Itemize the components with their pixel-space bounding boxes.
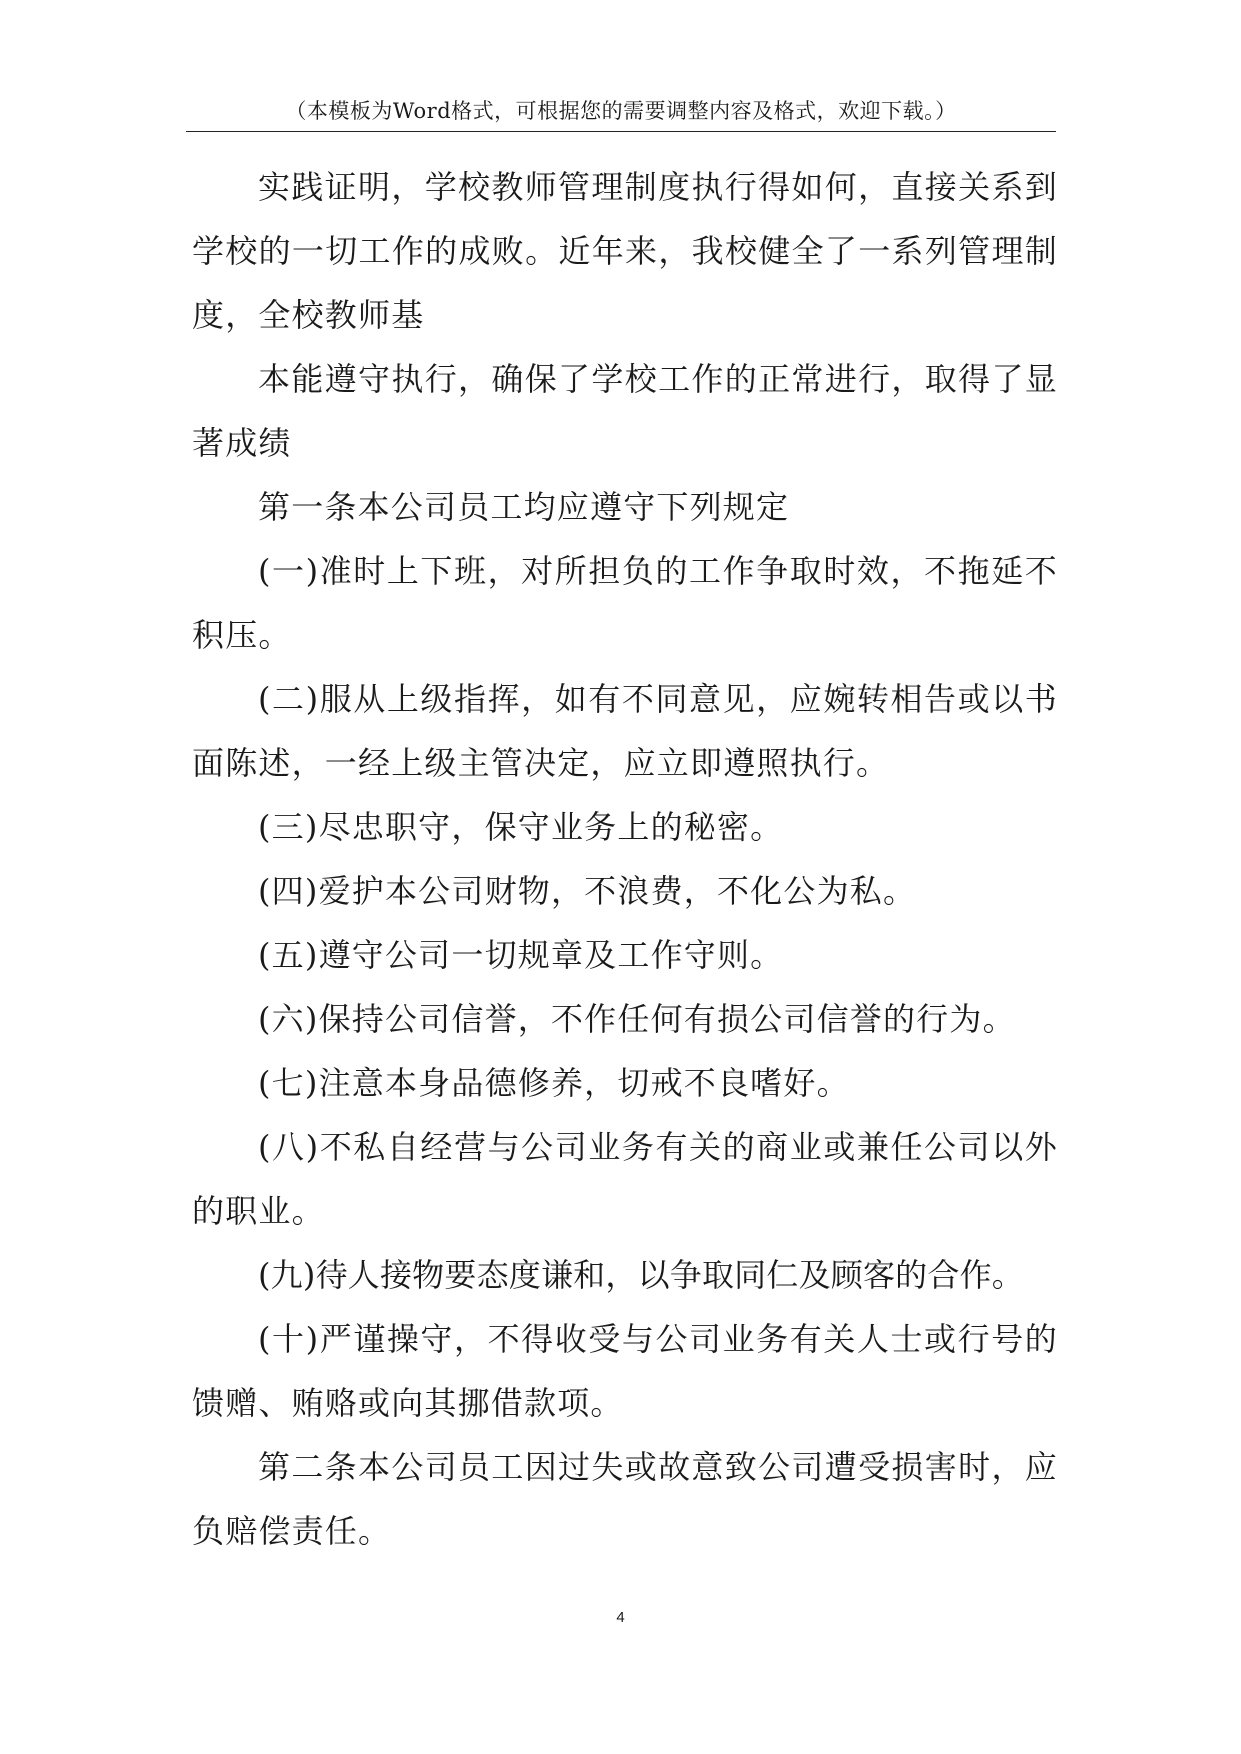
paragraph-intro-2: 本能遵守执行，确保了学校工作的正常进行，取得了显著成绩 [192,360,1058,462]
rule-item-9: (九)待人接物要态度谦和，以争取同仁及顾客的合作。 [258,1256,1024,1294]
paragraph-intro-1: 实践证明，学校教师管理制度执行得如何，直接关系到学校的一切工作的成败。近年来，我校健全了一系列管理制度，全校教师基 [192,168,1058,334]
rule-item-1: (一)准时上下班，对所担负的工作争取时效，不拖延不积压。 [192,552,1058,654]
article-2-text: 第二条本公司员工因过失或故意致公司遭受损害时，应负赔偿责任。 [192,1448,1058,1550]
rule-item-8: (八)不私自经营与公司业务有关的商业或兼任公司以外的职业。 [192,1128,1058,1230]
template-note: （本模板为Word格式，可根据您的需要调整内容及格式，欢迎下载。） [285,99,957,123]
rule-item-7: (七)注意本身品德修养，切戒不良嗜好。 [258,1064,850,1102]
page-number: 4 [616,1609,625,1626]
header-divider [186,131,1056,132]
rule-item-3: (三)尽忠职守，保守业务上的秘密。 [258,808,784,846]
document-body [192,155,1058,1563]
rule-item-4: (四)爱护本公司财物，不浪费，不化公为私。 [258,872,917,910]
rule-item-5: (五)遵守公司一切规章及工作守则。 [258,936,784,974]
article-1-heading: 第一条本公司员工均应遵守下列规定 [258,488,790,526]
rule-item-10: (十)严谨操守，不得收受与公司业务有关人士或行号的馈赠、贿赂或向其挪借款项。 [192,1320,1058,1422]
rule-item-6: (六)保持公司信誉，不作任何有损公司信誉的行为。 [258,1000,1016,1038]
rule-item-2: (二)服从上级指挥，如有不同意见，应婉转相告或以书面陈述，一经上级主管决定，应立即遵照执行。 [192,680,1058,782]
